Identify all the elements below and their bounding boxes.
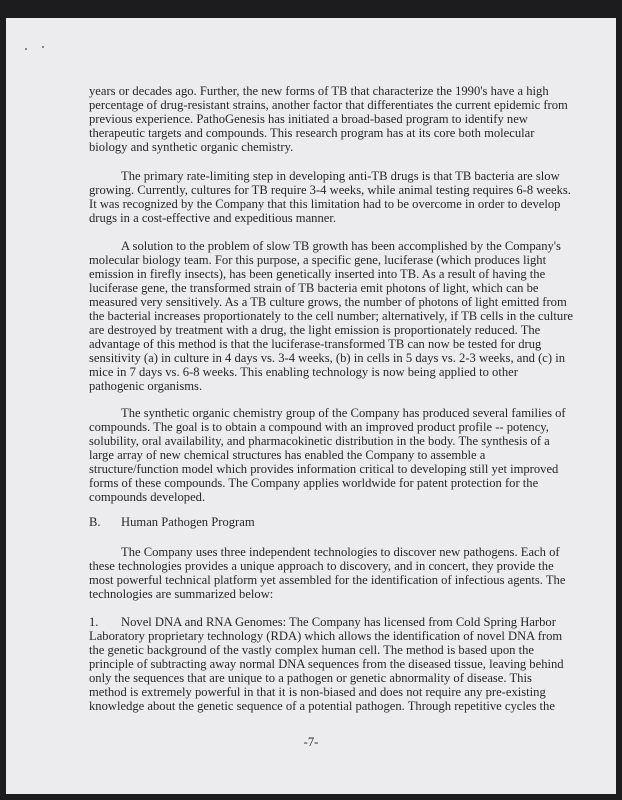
section-heading xyxy=(89,515,255,529)
paragraph-line: The synthetic organic chemistry group of the Company has produced several families of xyxy=(121,406,566,420)
item-line: method is extremely powerful in that it is non-biased and does not require any pre-existing xyxy=(89,685,546,699)
paragraph-line: sensitivity (a) in culture in 4 days vs. 3-4 weeks, (b) in cells in 5 days vs. 2-3 weeks, and (c) in xyxy=(89,351,566,365)
list-item-1 xyxy=(89,615,564,713)
item-line: the genetic background of the vastly complex human cell. The method is based upon the xyxy=(89,643,534,657)
paragraph-line: previous experience. PathoGenesis has initiated a broad-based program to identify new xyxy=(89,112,528,126)
paragraph-line: compounds. The goal is to obtain a compound with an improved product profile -- potency, xyxy=(89,420,549,434)
paragraph-line: forms of these compounds. The Company applies worldwide for patent protection for the xyxy=(89,476,539,490)
paragraph-line: A solution to the problem of slow TB growth has been accomplished by the Company's xyxy=(121,239,561,253)
paragraph-line: therapeutic targets and compounds. This research program has at its core both molecular xyxy=(89,126,535,140)
paragraph-line: compounds developed. xyxy=(89,490,206,504)
paragraph-line: large array of new chemical structures has enabled the Company to assemble a xyxy=(89,448,486,462)
paragraph-line: years or decades ago. Further, the new forms of TB that characterize the 1990's have a high xyxy=(89,84,549,98)
paragraph-line: pathogenic organisms. xyxy=(89,379,203,393)
paragraph-line: biology and synthetic organic chemistry. xyxy=(89,140,294,154)
paragraph-line: advantage of this method is that the luciferase-transformed TB can now be tested for drug xyxy=(89,337,542,351)
paragraph-line: emission in firefly insects), has been genetically inserted into TB. As a result of having the xyxy=(89,267,546,281)
paragraph-line: molecular biology team. For this purpose, a specific gene, luciferase (which produces light xyxy=(89,253,547,267)
paragraph-line: structure/function model which provides information critical to developing still yet improved xyxy=(89,462,559,476)
paragraph-line: the bacterial increases proportionately to the cell number; alternatively, if TB cells in the culture xyxy=(89,309,573,323)
paragraph-rate-limiting xyxy=(89,169,571,225)
paragraph-chemistry xyxy=(89,406,566,504)
item-line: Novel DNA and RNA Genomes: The Company has licensed from Cold Spring Harbor xyxy=(121,615,556,629)
paragraph-line: mice in 7 days vs. 6-8 weeks. This enabling technology is now being applied to other xyxy=(89,365,518,379)
paragraph-line: drugs in a cost-effective and expeditious manner. xyxy=(89,211,337,225)
paragraph-line: are destroyed by treatment with a drug, the light emission is proportionately reduced. The xyxy=(89,323,541,337)
paragraph-line: measured very sensitively. As a TB culture grows, the number of photons of light emitted from xyxy=(89,295,567,309)
paragraph-line: solubility, oral availability, and pharmacokinetic distribution in the body. The synthesis of a xyxy=(89,434,550,448)
paragraph-line: It was recognized by the Company that this limitation had to be overcome in order to develop xyxy=(89,197,561,211)
paragraph-line: The Company uses three independent technologies to discover new pathogens. Each of xyxy=(121,545,560,559)
paragraph-line: technologies are summarized below: xyxy=(89,587,274,601)
item-line: principle of subtracting away normal DNA sequences from the diseased tissue, leaving behind xyxy=(89,657,564,671)
item-number: 1. xyxy=(89,615,99,629)
paragraph-line: percentage of drug-resistant strains, another factor that differentiates the current epidemic from xyxy=(89,98,568,112)
scan-speck xyxy=(42,46,44,48)
paragraph-line: The primary rate-limiting step in developing anti-TB drugs is that TB bacteria are slow xyxy=(121,169,560,183)
page-number: -7- xyxy=(303,735,319,749)
paragraph-line: most powerful technical platform yet assembled for the identification of infectious agents. The xyxy=(89,573,566,587)
item-line: knowledge about the genetic sequence of a potential pathogen. Through repetitive cycles the xyxy=(89,699,555,713)
paragraph-luciferase xyxy=(89,239,573,393)
paragraph-line: growing. Currently, cultures for TB require 3-4 weeks, while animal testing requires 6-8 weeks. xyxy=(89,183,571,197)
paragraph-intro xyxy=(89,84,568,154)
item-line: only the sequences that are unique to a pathogen or genetic abnormality of disease. This xyxy=(89,671,532,685)
section-title: Human Pathogen Program xyxy=(121,515,255,529)
paragraph-technologies xyxy=(89,545,565,601)
section-number: B. xyxy=(89,515,101,529)
paragraph-line: these technologies provides a unique approach to discovery, and in concert, they provide the xyxy=(89,559,554,573)
scan-speck xyxy=(25,48,27,50)
paragraph-line: luciferase gene, the transformed strain of TB bacteria emit photons of light, which can be xyxy=(89,281,539,295)
item-line: Laboratory proprietary technology (RDA) which allows the identification of novel DNA from xyxy=(89,629,563,643)
